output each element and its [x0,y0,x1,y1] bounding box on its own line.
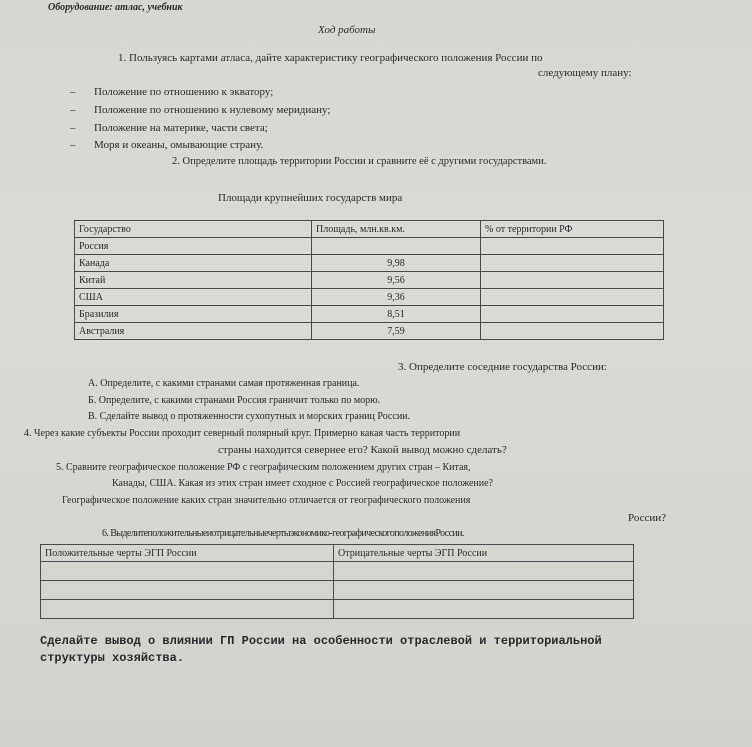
country-cell: Австралия [75,323,312,340]
task5-line4: России? [628,512,667,524]
area-cell: 9,36 [312,289,481,306]
task4-line2: страны находится севернее его? Какой вывод можно сделать? [218,444,507,456]
task1-line1: 1. Пользуясь картами атласа, дайте характеристику географического положения России по [118,52,543,64]
table-row [75,238,664,255]
negative-cell [334,581,634,600]
area-cell: 7,59 [312,323,481,340]
plan-item-2: Положение по отношению к нулевому меридиану; [94,104,331,116]
area-cell: 9,98 [312,255,481,272]
country-cell: Канада [75,255,312,272]
plan-item-4: Моря и океаны, омывающие страну. [94,139,264,151]
area-table-header [75,221,664,238]
header-percent: % от территории РФ [481,221,664,238]
equipment-line: Оборудование: атлас, учебник [48,2,183,13]
task1-line2: следующему плану: [538,67,632,79]
percent-cell [481,238,664,255]
negative-cell [334,600,634,619]
area-cell [312,238,481,255]
task3-title: 3. Определите соседние государства России: [398,361,607,373]
table-row [75,306,664,323]
area-cell: 8,51 [312,306,481,323]
plan-bullet-1: – [70,86,76,98]
header-negative: Отрицательные черты ЭГП России [334,545,634,562]
country-cell: США [75,289,312,306]
task5-line3: Географическое положение каких стран значительно отличается от географического положения [62,495,471,506]
task3-c: В. Сделайте вывод о протяженности сухопутных и морских границ России. [88,411,411,422]
task3-b: Б. Определите, с какими странами Россия граничит только по морю. [88,395,381,406]
task6-title: 6. Выделитеположительныеиотрицательныечертыэкономико-географическогоположенияРоссии. [102,528,464,539]
egp-table-header [41,545,634,562]
country-cell: Россия [75,238,312,255]
table-row [75,255,664,272]
header-positive: Положительные черты ЭГП России [41,545,334,562]
table-row [41,562,634,581]
plan-bullet-2: – [70,104,76,116]
percent-cell [481,255,664,272]
country-cell: Бразилия [75,306,312,323]
table-row [75,323,664,340]
task3-a: А. Определите, с какими странами самая протяженная граница. [88,378,360,389]
egp-table [40,544,634,619]
header-country: Государство [75,221,312,238]
task4-line1: 4. Через какие субъекты России проходит северный полярный круг. Примерно какая часть территории [24,428,461,439]
positive-cell [41,600,334,619]
percent-cell [481,306,664,323]
percent-cell [481,272,664,289]
work-title: Ход работы [318,24,376,36]
table-row [41,600,634,619]
task2-text: 2. Определите площадь территории России и сравните её с другими государствами. [172,156,547,167]
positive-cell [41,562,334,581]
task5-line2: Канады, США. Какая из этих стран имеет сходное с Россией географическое положение? [112,478,493,489]
task5-line1: 5. Сравните географическое положение РФ с географическим положением других стран – Китая, [56,462,471,473]
negative-cell [334,562,634,581]
table-row [41,581,634,600]
header-area: Площадь, млн.кв.км. [312,221,481,238]
plan-bullet-4: – [70,139,76,151]
table-row [75,272,664,289]
conclusion-line2: структуры хозяйства. [40,651,185,665]
table-row [75,289,664,306]
area-table [74,220,664,340]
percent-cell [481,289,664,306]
plan-item-3: Положение на материке, части света; [94,122,268,134]
positive-cell [41,581,334,600]
conclusion-line1: Сделайте вывод о влиянии ГП России на особенности отраслевой и территориальной [40,634,602,648]
table-title: Площади крупнейших государств мира [218,192,403,204]
area-cell: 9,56 [312,272,481,289]
country-cell: Китай [75,272,312,289]
plan-item-1: Положение по отношению к экватору; [94,86,274,98]
percent-cell [481,323,664,340]
plan-bullet-3: – [70,122,76,134]
